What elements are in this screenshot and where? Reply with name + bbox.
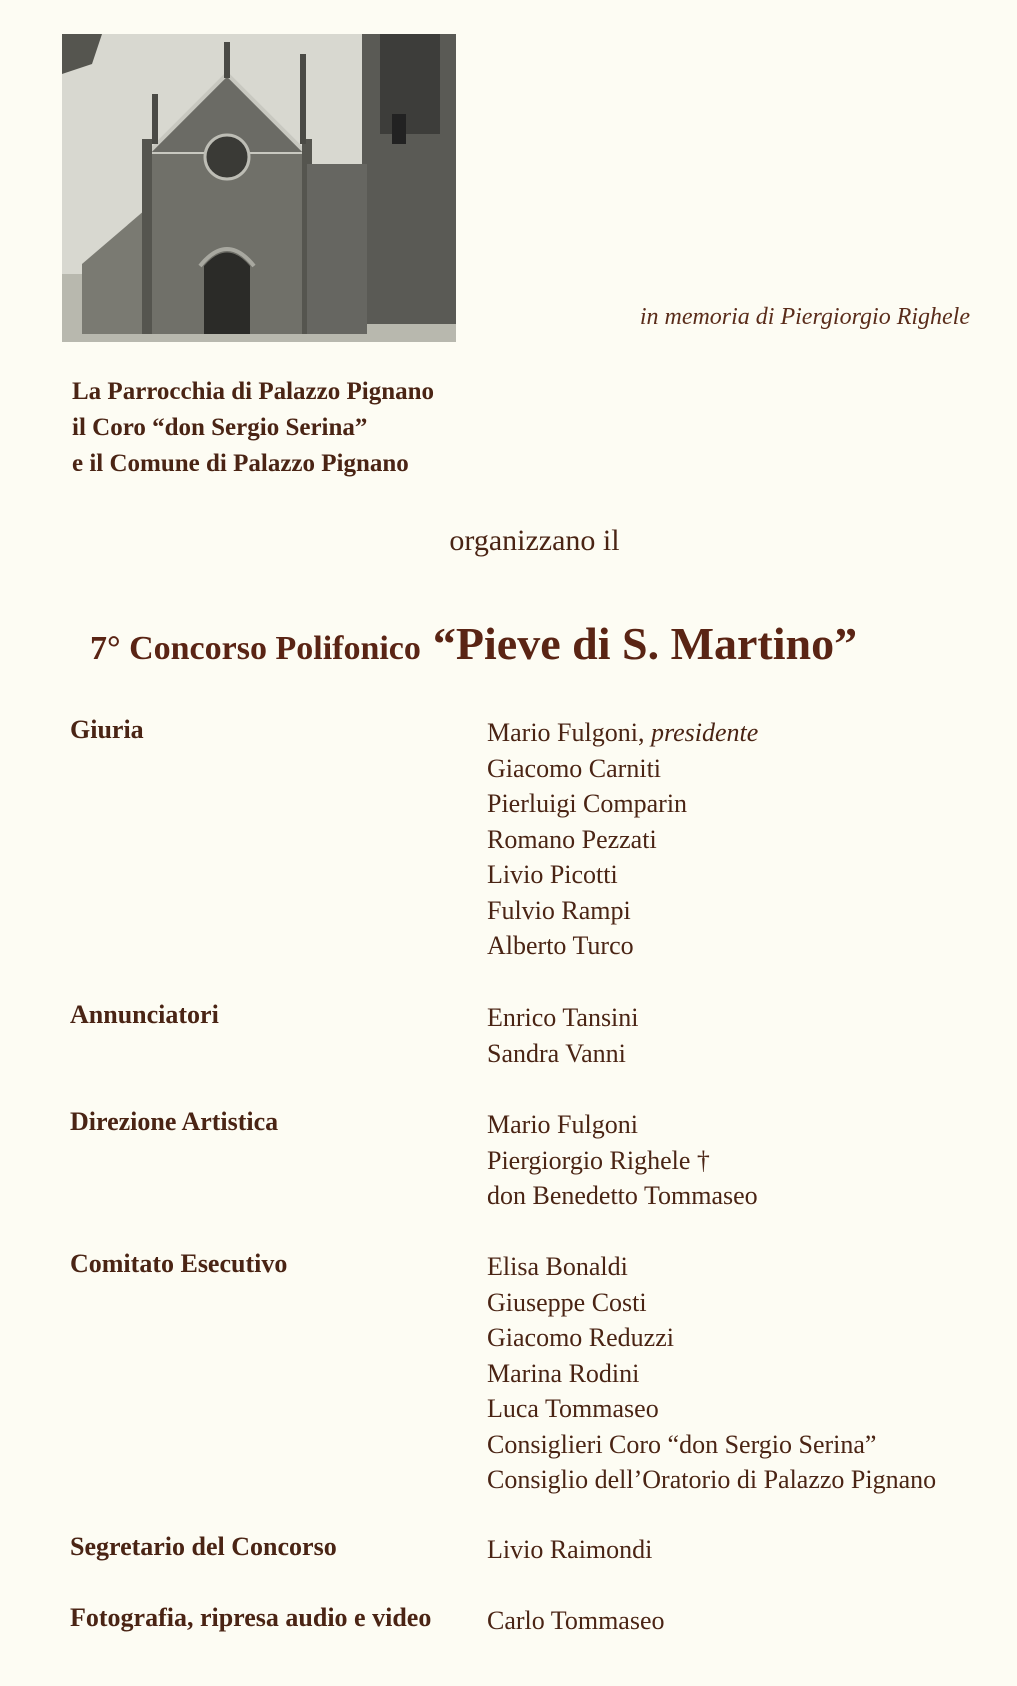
member-name: Alberto Turco bbox=[487, 931, 634, 960]
section-label: Annunciatori bbox=[70, 1000, 219, 1029]
member-name: don Benedetto Tommaseo bbox=[487, 1181, 758, 1210]
president-role: presidente bbox=[650, 718, 759, 747]
organizer-line: La Parrocchia di Palazzo Pignano bbox=[72, 378, 435, 405]
organizer-line: il Coro “don Sergio Serina” bbox=[72, 414, 368, 441]
member-name: Consiglio dell’Oratorio di Palazzo Pignano bbox=[487, 1465, 937, 1494]
member-name bbox=[487, 715, 758, 751]
section-members bbox=[487, 715, 758, 964]
section-label: Comitato Esecutivo bbox=[70, 1249, 288, 1278]
section-label: Fotografia, ripresa audio e video bbox=[70, 1603, 432, 1632]
member-name: Giuseppe Costi bbox=[487, 1287, 647, 1317]
event-title-prefix: 7° Concorso Polifonico bbox=[90, 630, 421, 667]
member-name: Consiglieri Coro “don Sergio Serina” bbox=[487, 1429, 877, 1459]
member-name: Carlo Tommaseo bbox=[487, 1606, 665, 1635]
section-members bbox=[487, 1603, 665, 1639]
member-name: Livio Picotti bbox=[487, 860, 618, 889]
member-name: Livio Raimondi bbox=[487, 1535, 653, 1564]
member-name: Sandra Vanni bbox=[487, 1038, 626, 1068]
member-name: Giacomo Reduzzi bbox=[487, 1323, 674, 1352]
member-name: Giacomo Carniti bbox=[487, 753, 662, 783]
section-label: Giuria bbox=[70, 715, 144, 744]
president-name: Mario Fulgoni, bbox=[487, 718, 645, 747]
section-label: Direzione Artistica bbox=[70, 1107, 279, 1136]
member-name: Piergiorgio Righele † bbox=[487, 1145, 710, 1175]
member-name: Enrico Tansini bbox=[487, 1003, 639, 1032]
organize-text-label: organizzano il bbox=[449, 524, 620, 557]
event-title bbox=[90, 617, 857, 670]
dedication-text: in memoria di Piergiorgio Righele bbox=[639, 304, 970, 330]
organize-text bbox=[0, 524, 1017, 558]
member-name: Marina Rodini bbox=[487, 1358, 640, 1388]
member-name: Pierluigi Comparin bbox=[487, 789, 688, 818]
member-name: Fulvio Rampi bbox=[487, 895, 631, 925]
section-members bbox=[487, 1249, 936, 1498]
member-name: Elisa Bonaldi bbox=[487, 1252, 628, 1281]
section-members bbox=[487, 1000, 639, 1071]
section-members bbox=[487, 1107, 758, 1214]
member-name: Mario Fulgoni bbox=[487, 1110, 638, 1139]
member-name: Romano Pezzati bbox=[487, 824, 657, 854]
member-name: Luca Tommaseo bbox=[487, 1394, 659, 1423]
church-photo bbox=[62, 34, 456, 342]
section-label: Segretario del Concorso bbox=[70, 1532, 337, 1561]
organizer-line: e il Comune di Palazzo Pignano bbox=[72, 450, 409, 477]
organizers-block bbox=[72, 374, 434, 482]
event-title-name: “Pieve di S. Martino” bbox=[432, 618, 858, 669]
section-members bbox=[487, 1532, 652, 1568]
